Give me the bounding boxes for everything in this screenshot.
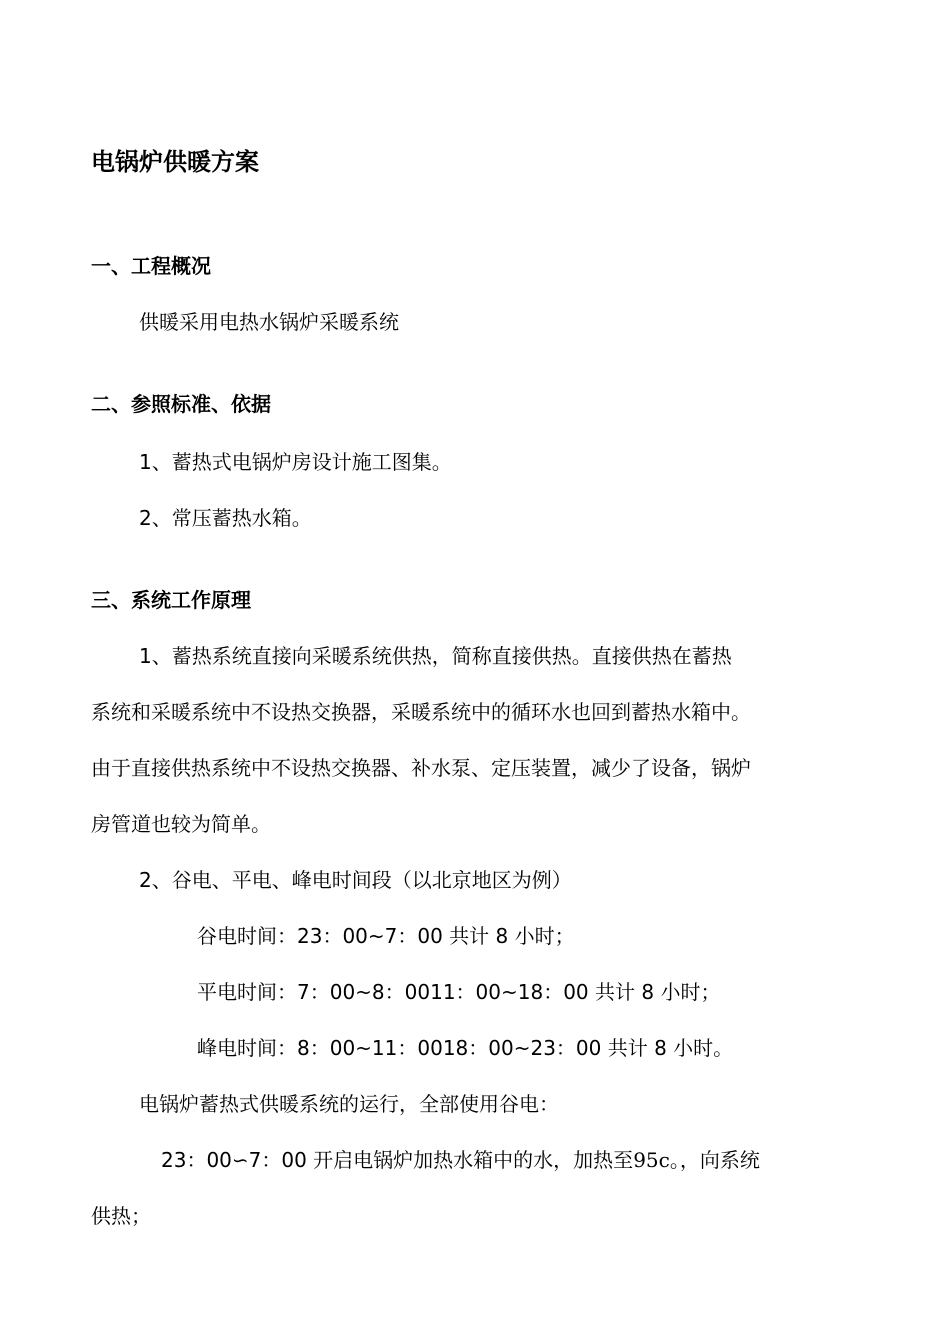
operation-line-2: 供热； [91,1204,151,1228]
section-heading-overview: 一、工程概况 [91,254,211,278]
operation-line-1 [161,1148,760,1172]
principle-1-line-1: 1、蓄热系统直接向采暖系统供热，简称直接供热。直接供热在蓄热 [139,644,732,668]
peak-period: 峰电时间：8：00~11：0018：00~23：00 共计 8 小时。 [197,1036,734,1060]
flat-period: 平电时间：7：00~8：0011：00~18：00 共计 8 小时； [197,980,721,1004]
section-heading-principle: 三、系统工作原理 [91,588,251,612]
document-title: 电锅炉供暖方案 [91,148,259,176]
overview-paragraph: 供暖采用电热水锅炉采暖系统 [139,310,399,334]
standards-item-1: 1、蓄热式电锅炉房设计施工图集。 [139,450,452,474]
section-heading-standards: 二、参照标准、依据 [91,392,271,416]
operation-text-b: ，向系统 [679,1148,760,1172]
principle-1-line-2: 系统和采暖系统中不设热交换器，采暖系统中的循环水也回到蓄热水箱中。 [91,700,751,724]
operation-temperature: 95c。 [633,1148,680,1172]
principle-1-line-4: 房管道也较为简单。 [91,812,271,836]
valley-period: 谷电时间：23：00~7：00 共计 8 小时； [197,924,575,948]
standards-item-2: 2、常压蓄热水箱。 [139,506,312,530]
operation-intro: 电锅炉蓄热式供暖系统的运行，全部使用谷电： [139,1092,559,1116]
operation-text-a: 23：00∽7：00 开启电锅炉加热水箱中的水，加热至 [161,1148,634,1172]
principle-1-line-3: 由于直接供热系统中不设热交换器、补水泵、定压装置，减少了设备，锅炉 [91,756,751,780]
principle-2-heading: 2、谷电、平电、峰电时间段（以北京地区为例） [139,868,572,892]
